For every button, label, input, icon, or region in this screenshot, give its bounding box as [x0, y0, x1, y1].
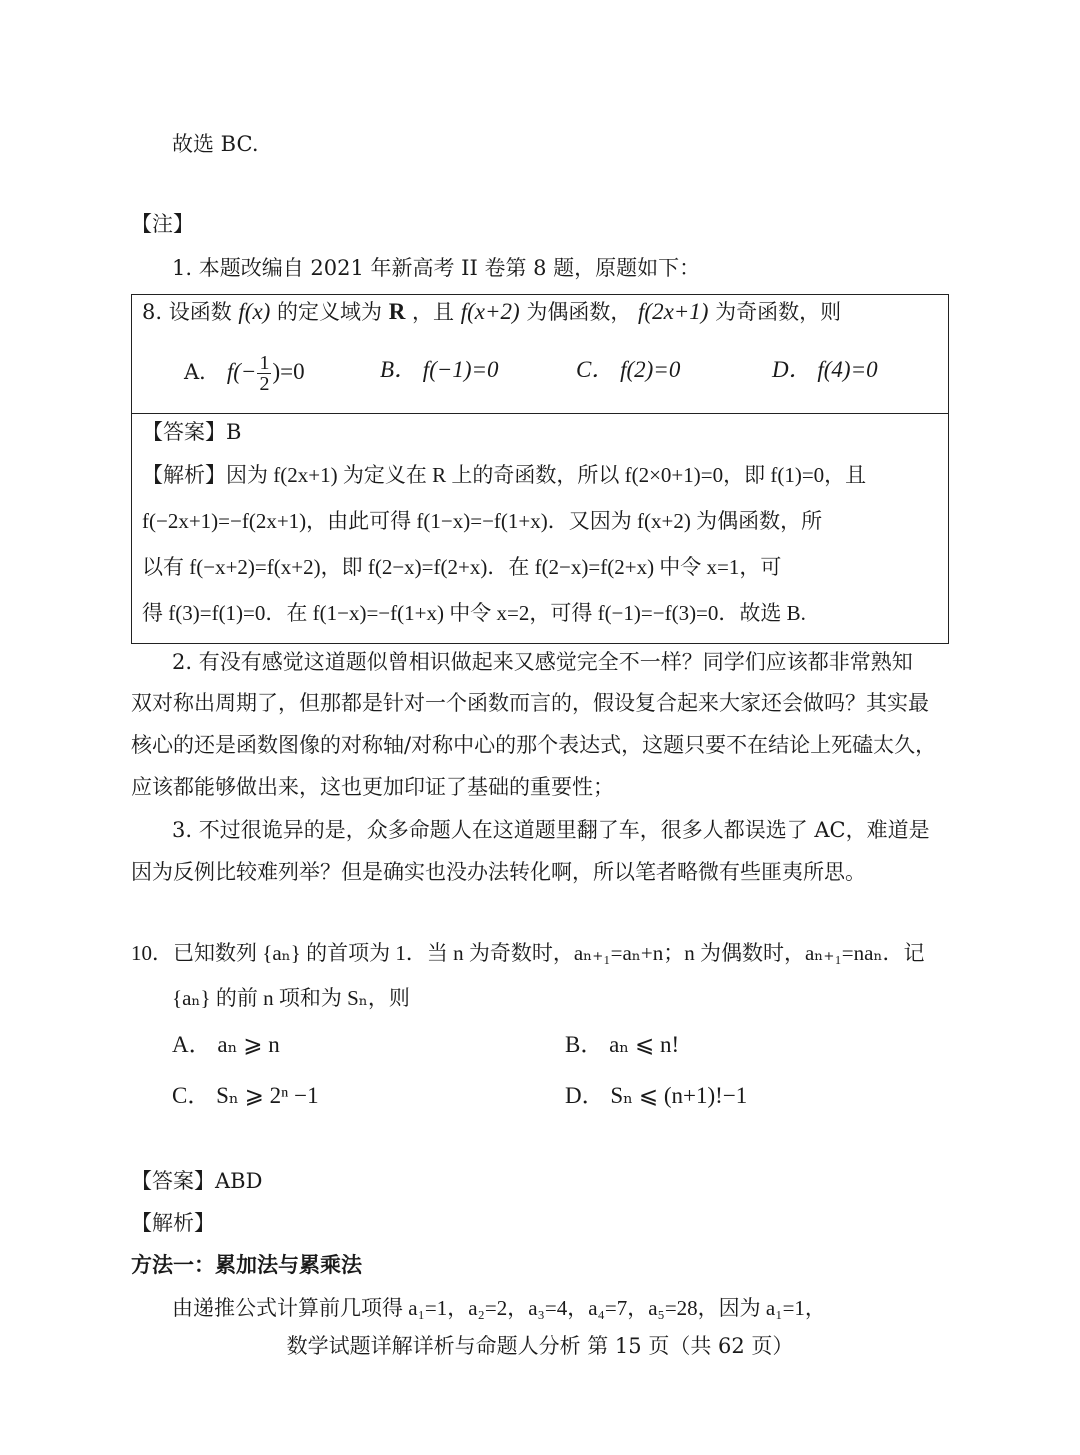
question-10-option-d: D． Sₙ ⩽ (n+1)!−1	[565, 1083, 748, 1108]
question-8-stem: 8. 设函数 f(x) 的定义域为 R ，且 f(x+2) 为偶函数， f(2x+1) 为奇函数，则	[142, 299, 842, 324]
question-8-option-c: C． f(2)=0	[576, 357, 681, 382]
note-item-2-line-2: 双对称出周期了，但那都是针对一个函数而言的，假设复合起来大家还会做吗？其实最	[131, 691, 929, 715]
conclusion-line: 故选 BC.	[172, 132, 259, 156]
box-answer: 【答案】B	[142, 420, 242, 444]
question-10-option-a: A． aₙ ⩾ n	[172, 1032, 280, 1057]
box-solution-line-1: 【解析】因为 f(2x+1) 为定义在 R 上的奇函数，所以 f(2×0+1)=0，即 f(1)=0，且	[142, 463, 867, 487]
fraction-one-half: $\frac{1}{2}$	[259, 352, 270, 395]
method-heading: 方法一：累加法与累乘法	[131, 1252, 362, 1277]
box-solution-line-2: f(−2x+1)=−f(2x+1)，由此可得 f(1−x)=−f(1+x)．又因为 f(x+2) 为偶函数，所	[142, 509, 823, 533]
question-10-option-b: B． aₙ ⩽ n!	[565, 1032, 680, 1057]
note-item-1: 1. 本题改编自 2021 年新高考 II 卷第 8 题，原题如下：	[172, 256, 701, 280]
original-question-box	[131, 294, 949, 414]
question-8-option-a: A． f(− $\frac{1}{2}$ )=0	[184, 352, 305, 395]
question-10-line-1: 10．已知数列 {aₙ} 的首项为 1．当 n 为奇数时，aₙ₊₁=aₙ+n；n 为偶数时，aₙ₊₁=naₙ．记	[131, 941, 925, 965]
question-8-option-d: D． f(4)=0	[772, 357, 878, 382]
note-item-2-line-3: 核心的还是函数图像的对称轴/对称中心的那个表达式，这题只要不在结论上死磕太久，	[131, 733, 937, 757]
question-10-answer: 【答案】ABD	[131, 1169, 263, 1193]
note-heading: 【注】	[131, 212, 194, 236]
box-solution-line-3: 以有 f(−x+2)=f(x+2)，即 f(2−x)=f(2+x)．在 f(2−x)=f(2+x) 中令 x=1，可	[142, 555, 782, 579]
page-footer: 数学试题详解详析与命题人分析 第 15 页（共 62 页）	[286, 1334, 794, 1358]
analysis-first-line: 由递推公式计算前几项得 a₁=1，a₂=2，a₃=4，a₄=7，a₅=28，因为 a₁=1，	[172, 1296, 826, 1320]
question-10-analysis-heading: 【解析】	[131, 1211, 215, 1235]
note-item-2-line-1: 2. 有没有感觉这道题似曾相识做起来又感觉完全不一样？同学们应该都非常熟知	[172, 650, 913, 674]
answer-solution-box	[131, 413, 949, 644]
question-8-option-b: B． f(−1)=0	[380, 357, 499, 382]
note-item-2-line-4: 应该都能够做出来，这也更加印证了基础的重要性；	[131, 775, 614, 799]
box-solution-line-4: 得 f(3)=f(1)=0．在 f(1−x)=−f(1+x) 中令 x=2，可得 f(−1)=−f(3)=0．故选 B.	[142, 601, 806, 625]
question-10-option-c: C． Sₙ ⩾ 2ⁿ −1	[172, 1083, 319, 1108]
note-item-3-line-2: 因为反例比较难列举？但是确实也没办法转化啊，所以笔者略微有些匪夷所思。	[131, 860, 866, 884]
question-10-line-2: {aₙ} 的前 n 项和为 Sₙ，则	[172, 986, 410, 1010]
note-item-3-line-1: 3. 不过很诡异的是，众多命题人在这道题里翻了车，很多人都误选了 AC，难道是	[172, 818, 930, 842]
